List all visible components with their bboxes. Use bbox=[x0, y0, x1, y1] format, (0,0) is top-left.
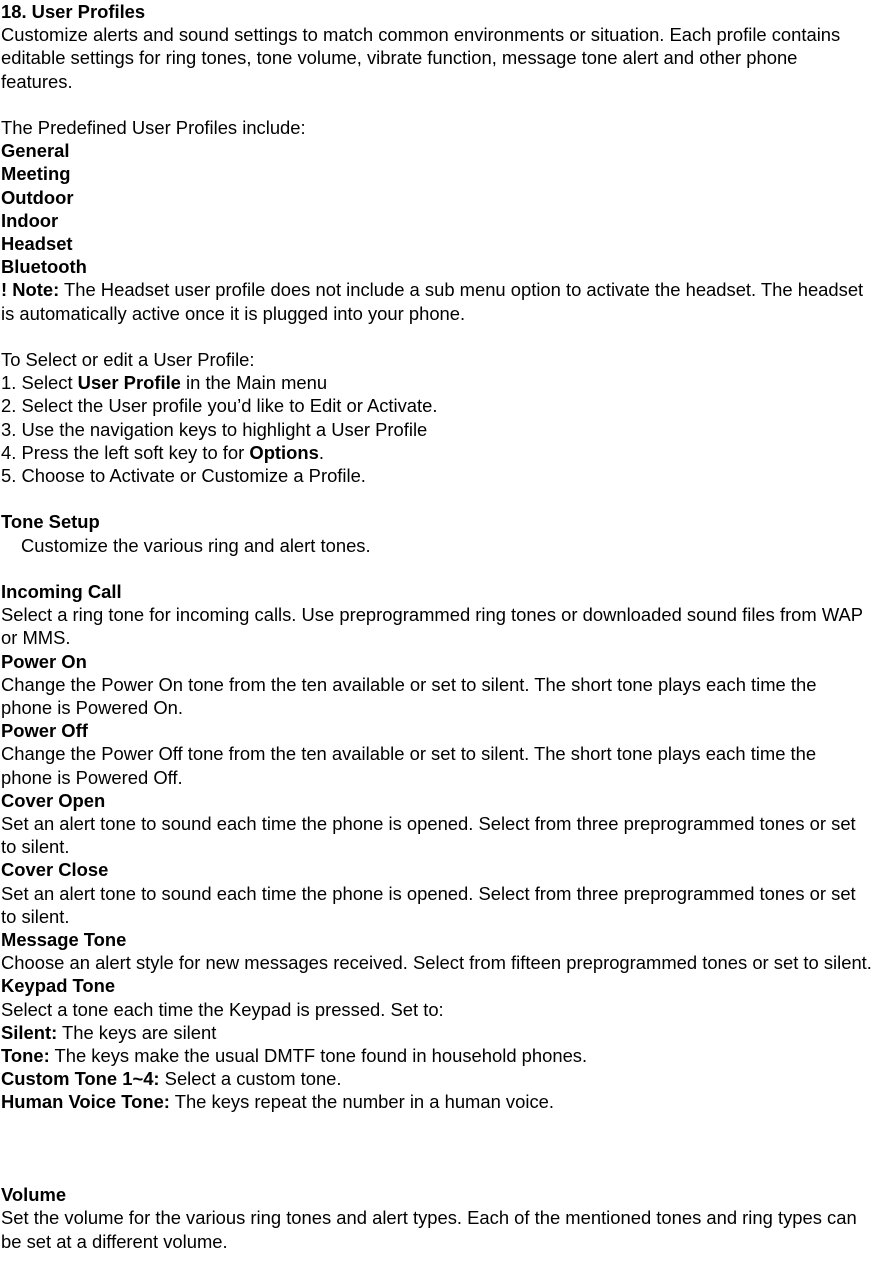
profile-item: Outdoor bbox=[1, 186, 74, 208]
keypad-option bbox=[1, 1067, 872, 1090]
step-1-pre: 1. Select bbox=[1, 372, 78, 394]
keypad-option-text: Select a custom tone. bbox=[159, 1068, 342, 1090]
keypad-option bbox=[1, 1021, 872, 1044]
note-text: The Headset user profile does not include a sub menu option to activate the headset. The headset is automatically active once it is plugged into your phone. bbox=[1, 279, 864, 324]
tone-heading: Keypad Tone bbox=[1, 975, 116, 997]
tone-heading: Power On bbox=[1, 650, 87, 672]
keypad-option-text: The keys make the usual DMTF tone found in household phones. bbox=[49, 1045, 588, 1067]
tone-heading: Cover Open bbox=[1, 789, 106, 811]
tone-heading: Cover Close bbox=[1, 859, 109, 881]
step-4-post: . bbox=[318, 441, 324, 463]
tone-text: Select a ring tone for incoming calls. Use preprogrammed ring tones or downloaded sound files from WAP or MMS. bbox=[1, 604, 863, 649]
tone-heading: Message Tone bbox=[1, 929, 127, 951]
keypad-option-label: Custom Tone 1~4: bbox=[1, 1068, 160, 1090]
step-2: 2. Select the User profile you’d like to Edit or Activate. bbox=[1, 395, 438, 417]
keypad-option bbox=[1, 1044, 872, 1067]
profile-item: Meeting bbox=[1, 163, 71, 185]
volume-text: Set the volume for the various ring tones and alert types. Each of the mentioned tones and ring types can be set at a different volume. bbox=[1, 1207, 857, 1252]
step-1-post: in the Main menu bbox=[180, 372, 328, 394]
step-4-bold: Options bbox=[249, 441, 319, 463]
step-4-pre: 4. Press the left soft key to for bbox=[1, 441, 250, 463]
tone-text: Change the Power On tone from the ten available or set to silent. The short tone plays each time the phone is Powered On. bbox=[1, 673, 817, 719]
profiles-intro: The Predefined User Profiles include: bbox=[1, 117, 306, 138]
tone-heading: Incoming Call bbox=[1, 581, 122, 603]
tone-heading: Power Off bbox=[1, 720, 88, 742]
step-3: 3. Use the navigation keys to highlight a User Profile bbox=[1, 418, 428, 440]
keypad-option bbox=[1, 1090, 872, 1113]
intro-paragraph: Customize alerts and sound settings to match common environments or situation. Each profile contains editable settings for ring tones, tone volume, vibrate function, message tone alert and other phone features. bbox=[1, 24, 841, 92]
tone-setup-heading: Tone Setup bbox=[1, 511, 100, 533]
profile-item: Indoor bbox=[1, 209, 59, 231]
tone-text: Choose an alert style for new messages received. Select from fifteen preprogrammed tones or set to silent. bbox=[1, 952, 872, 974]
step-4 bbox=[1, 441, 872, 464]
note-paragraph bbox=[1, 278, 872, 324]
step-5: 5. Choose to Activate or Customize a Profile. bbox=[1, 465, 366, 487]
step-1-bold: User Profile bbox=[77, 372, 181, 394]
tone-text: Set an alert tone to sound each time the phone is opened. Select from three preprogrammed tones or set to silent. bbox=[1, 813, 856, 858]
volume-heading: Volume bbox=[1, 1184, 67, 1206]
note-label: ! Note: bbox=[1, 279, 60, 301]
keypad-option-label: Human Voice Tone: bbox=[1, 1091, 170, 1113]
profiles-list bbox=[1, 139, 872, 278]
step-1 bbox=[1, 371, 872, 394]
keypad-option-label: Tone: bbox=[1, 1045, 50, 1067]
tone-text: Select a tone each time the Keypad is pressed. Set to: bbox=[1, 998, 444, 1020]
profile-item: General bbox=[1, 140, 70, 162]
profile-item: Bluetooth bbox=[1, 256, 87, 278]
keypad-option-text: The keys repeat the number in a human voice. bbox=[169, 1091, 554, 1113]
tone-setup-text: Customize the various ring and alert tones. bbox=[21, 534, 371, 556]
profile-item: Headset bbox=[1, 233, 73, 255]
tone-text: Set an alert tone to sound each time the phone is opened. Select from three preprogrammed tones or set to silent. bbox=[1, 882, 856, 927]
section-heading: 18. User Profiles bbox=[1, 1, 146, 22]
keypad-option-label: Silent: bbox=[1, 1021, 58, 1043]
keypad-option-text: The keys are silent bbox=[57, 1021, 217, 1043]
steps-intro: To Select or edit a User Profile: bbox=[1, 349, 255, 371]
tone-text: Change the Power Off tone from the ten available or set to silent. The short tone plays each time the phone is Powered Off. bbox=[1, 743, 817, 788]
